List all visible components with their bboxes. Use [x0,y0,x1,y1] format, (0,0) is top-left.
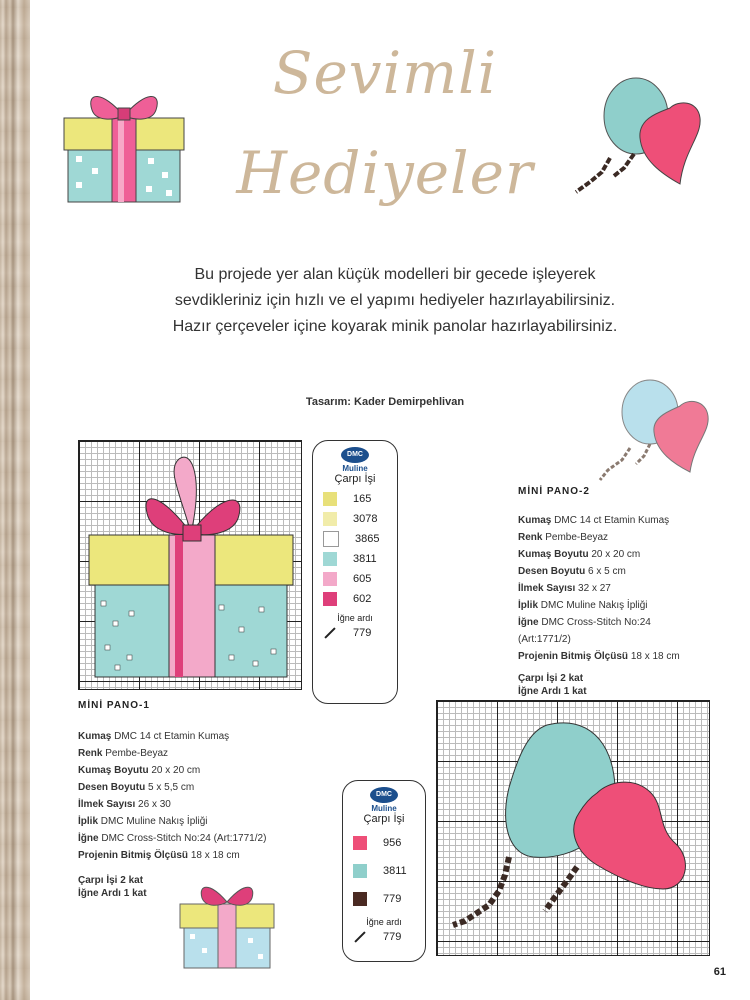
note: Çarpı İşi 2 kat [78,875,144,886]
spec-value: 18 x 18 cm [630,651,680,662]
spec-row [78,796,338,813]
spec-row [518,580,728,597]
backstitch-icon [354,931,365,942]
spec-value: Pembe-Beyaz [545,532,609,543]
pano1-specs [78,728,338,864]
dmc-logo: DMC [341,447,369,463]
color-swatch [323,531,339,547]
legend-item [323,589,397,609]
spec-label: İlmek Sayısı [518,583,576,594]
spec-row [518,614,728,631]
thread-code: 3811 [383,865,407,877]
thread-code: 3865 [355,533,380,545]
spec-value: DMC Cross-Stitch No:24 [541,617,651,628]
page-title-line1: Sevimli [272,39,498,107]
page-number: 61 [713,966,726,978]
color-swatch [323,512,337,526]
spec-label: İğne [518,617,539,628]
legend-title: Çarpı İşi [334,473,376,485]
legend-item [323,569,397,589]
pano1-stitch-chart [78,440,302,690]
spec-label: İğne [78,833,99,844]
note: İğne Ardı 1 kat [78,888,147,899]
color-swatch [323,552,337,566]
pano2-specs [518,512,728,665]
spec-value: 20 x 20 cm [151,765,201,776]
spec-label: Desen Boyutu [518,566,586,577]
legend-item [353,857,425,885]
spec-row [78,813,338,830]
spec-row [518,546,728,563]
spec-value: (Art:1771/2) [518,634,571,645]
spec-label: İlmek Sayısı [78,799,136,810]
spec-value: DMC Muline Nakış İpliği [100,816,208,827]
color-swatch [353,864,367,878]
balloons-illustration [570,72,720,200]
thread-code: 602 [353,593,372,605]
color-swatch [323,572,337,586]
backstitch-label: İğne ardı [337,613,373,623]
spec-value: DMC Cross-Stitch No:24 (Art:1771/2) [101,833,267,844]
spec-value: 26 x 30 [138,799,171,810]
spec-row [78,745,338,762]
pano2-notes [518,670,718,700]
spec-row [518,512,728,529]
spec-value: DMC Muline Nakış İpliği [540,600,648,611]
spec-label: Desen Boyutu [78,782,146,793]
spec-value: 20 x 20 cm [591,549,641,560]
gift-illustration [62,70,186,204]
small-gift-illustration [178,868,276,972]
thread-code: 605 [353,573,372,585]
spec-row [518,648,728,665]
pano2-title: MİNİ PANO-2 [518,486,590,497]
backstitch-item [323,623,397,643]
thread-code: 779 [383,893,402,905]
pano1-title: MİNİ PANO-1 [78,700,150,711]
spec-row [78,762,338,779]
spec-row [518,563,728,580]
legend-item [323,549,397,569]
designer-credit: Tasarım: Kader Demirpehlivan [305,396,465,408]
spec-row [518,597,728,614]
thread-code: 956 [383,837,402,849]
spec-value: DMC 14 ct Etamin Kumaş [554,515,670,526]
spec-row [78,847,338,864]
wood-border [0,0,30,1000]
legend-item [353,885,425,913]
backstitch-item [353,927,425,947]
legend-item [323,529,397,549]
legend-brand: Muline [342,464,368,473]
spec-label: Kumaş Boyutu [518,549,589,560]
spec-value: Pembe-Beyaz [105,748,169,759]
color-swatch [323,492,337,506]
spec-label: Projenin Bitmiş Ölçüsü [518,651,629,662]
backstitch-icon [324,627,335,638]
spec-row [78,779,338,796]
pano2-color-legend [342,780,426,962]
backstitch-label: İğne ardı [366,917,402,927]
spec-label: Kumaş [518,515,552,526]
note: Çarpı İşi 2 kat [518,673,584,684]
spec-row [518,529,728,546]
spec-row [78,830,338,847]
spec-value: 18 x 18 cm [190,850,240,861]
color-swatch [353,836,367,850]
intro-text: Bu projede yer alan küçük modelleri bir gecede işleyerek sevdikleriniz için hızlı ve el yapımı hediyeler hazırlayabilirsiniz. Hazır çerçeveler içine koyarak minik panolar hazırlayabilirsiniz. [172,266,618,335]
spec-label: Kumaş Boyutu [78,765,149,776]
pano1-color-legend [312,440,398,704]
backstitch-code: 779 [383,931,402,943]
spec-label: Kumaş [78,731,112,742]
dmc-logo: DMC [370,787,398,803]
legend-item [353,829,425,857]
legend-item [323,509,397,529]
spec-value: 6 x 5 cm [588,566,626,577]
spec-label: Renk [78,748,103,759]
color-swatch [323,592,337,606]
thread-code: 165 [353,493,372,505]
spec-value: 32 x 27 [578,583,611,594]
small-balloons-illustration [596,376,720,486]
backstitch-code: 779 [353,627,372,639]
spec-row [518,631,728,648]
thread-code: 3811 [353,553,377,565]
spec-label: İplik [518,600,539,611]
spec-value: DMC 14 ct Etamin Kumaş [114,731,230,742]
spec-label: Projenin Bitmiş Ölçüsü [78,850,189,861]
legend-title: Çarpı İşi [363,813,405,825]
legend-brand: Muline [371,804,397,813]
note: İğne Ardı 1 kat [518,686,587,697]
pano2-stitch-chart [436,700,710,956]
color-swatch [353,892,367,906]
spec-value: 5 x 5,5 cm [148,782,195,793]
legend-item [323,489,397,509]
thread-code: 3078 [353,513,378,525]
spec-row [78,728,338,745]
page-title-line2: Hediyeler [236,139,534,207]
spec-label: Renk [518,532,543,543]
spec-label: İplik [78,816,99,827]
